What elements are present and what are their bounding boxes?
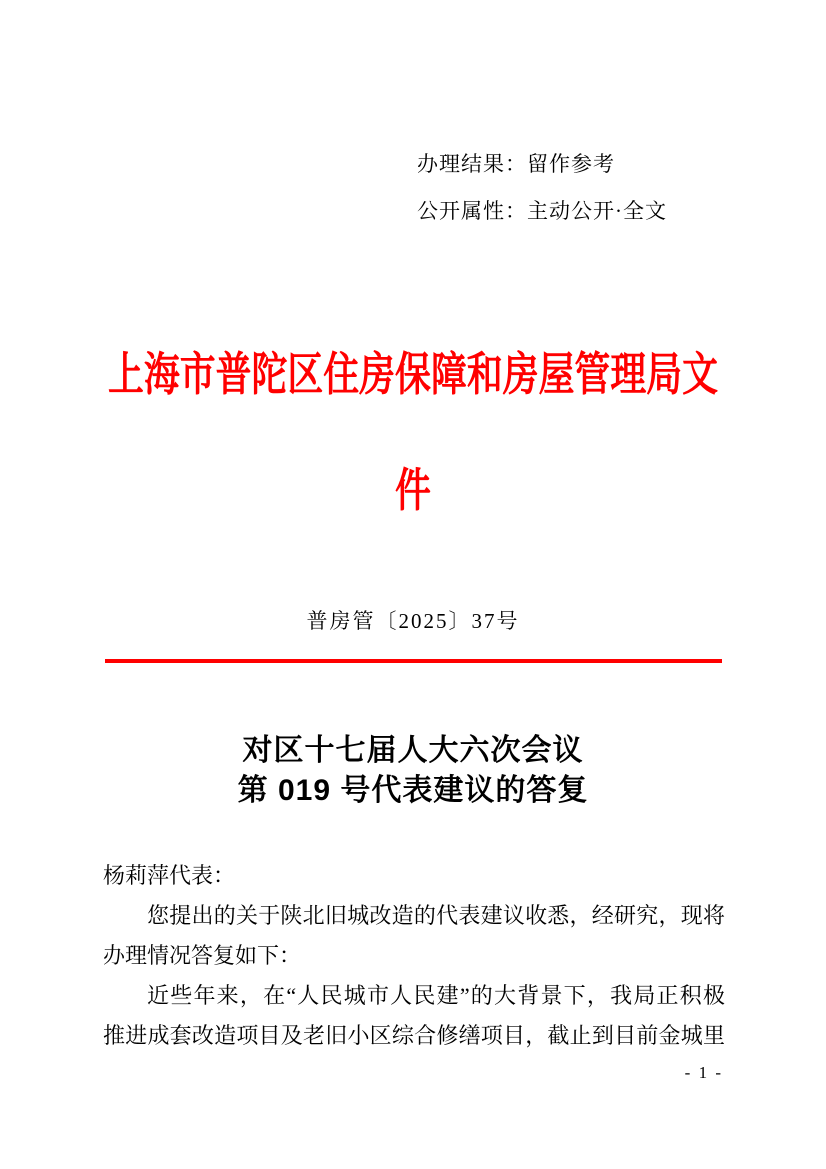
body-line: 办理情况答复如下：: [103, 943, 302, 968]
letterhead-title-line1-text: 上海市普陀区住房保障和房屋管理局文: [108, 348, 718, 400]
salutation-line: 杨莉萍代表：: [103, 863, 236, 888]
red-separator-line: [105, 659, 722, 663]
document-title-line1: 对区十七届人大六次会议: [242, 734, 584, 767]
letterhead-title-line2: [0, 462, 826, 518]
document-title: [0, 731, 826, 811]
letterhead-title-line2-text: 件: [395, 464, 431, 516]
handling-annotations: [417, 141, 667, 235]
body-line: 推进成套改造项目及老旧小区综合修缮项目，截止到目前金城里: [103, 1023, 725, 1048]
document-title-line2: 第 019 号代表建议的答复: [237, 774, 589, 807]
document-number: 普房管〔2025〕37号: [306, 609, 520, 633]
body-line: 您提出的关于陕北旧城改造的代表建议收悉，经研究，现将: [147, 903, 725, 928]
letterhead-title-line1: [0, 346, 826, 402]
page-number: - 1 -: [684, 1063, 723, 1082]
disclosure-attribute-line: 公开属性：主动公开·全文: [417, 199, 667, 223]
handling-result-line: 办理结果：留作参考: [417, 152, 615, 176]
body-text: [103, 856, 725, 1056]
body-line: 近些年来，在“人民城市人民建”的大背景下，我局正积极: [147, 983, 725, 1008]
